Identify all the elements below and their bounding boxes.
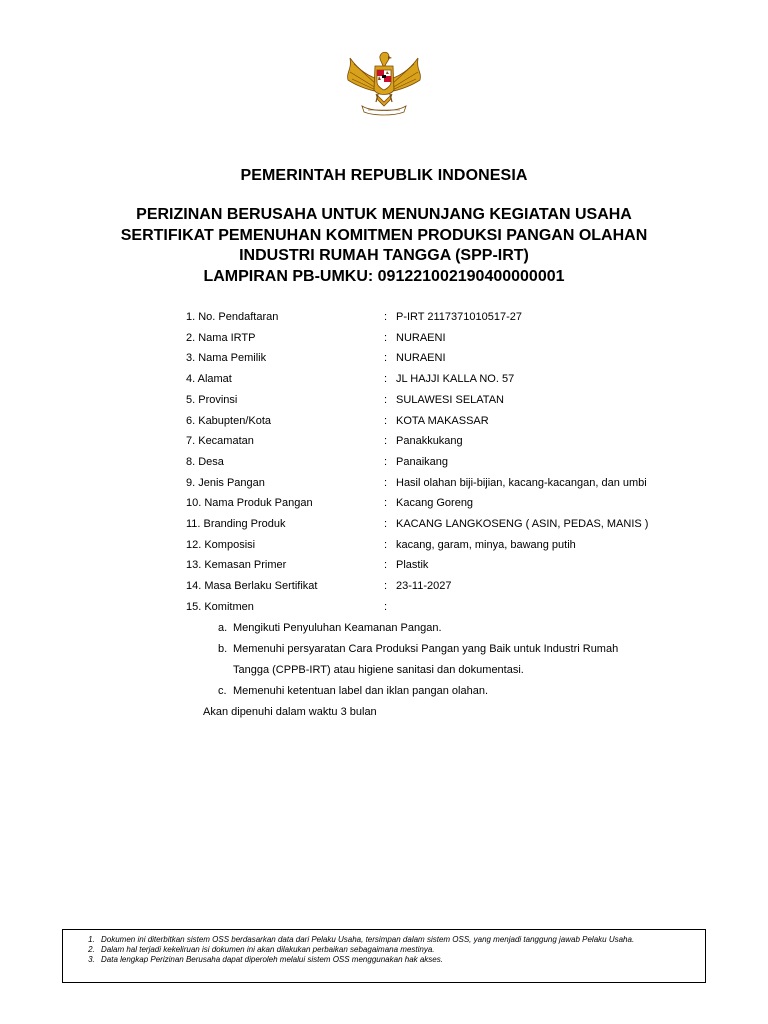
field-label: 1. No. Pendaftaran	[186, 311, 279, 323]
field-row	[186, 373, 706, 389]
field-row	[186, 394, 706, 410]
field-row	[186, 539, 706, 555]
field-row	[186, 580, 706, 596]
field-label: 5. Provinsi	[186, 393, 238, 406]
field-row	[186, 497, 706, 513]
field-colon: :	[384, 600, 388, 613]
field-row	[186, 435, 706, 451]
field-colon: :	[384, 435, 388, 448]
field-row	[186, 332, 706, 348]
title-line: INDUSTRI RUMAH TANGGA (SPP-IRT)	[239, 247, 529, 264]
field-value: KOTA MAKASSAR	[396, 414, 489, 427]
field-label: 14. Masa Berlaku Sertifikat	[186, 580, 318, 593]
field-row	[186, 559, 706, 575]
field-value: SULAWESI SELATAN	[396, 393, 504, 406]
title-line: SERTIFIKAT PEMENUHAN KOMITMEN PRODUKSI PANGAN OLAHAN	[120, 226, 648, 244]
field-label: 8. Desa	[186, 455, 224, 468]
field-label: 13. Kemasan Primer	[186, 559, 287, 572]
field-row	[186, 311, 706, 327]
footer-notes-list	[77, 935, 705, 965]
footer-note: 1. Dokumen ini diterbitkan sistem OSS berdasarkan data dari Pelaku Usaha, tersimpan dalam sistem OSS, yang menjadi tanggung jawab Pelaku Usaha.	[97, 935, 705, 945]
field-label: 7. Kecamatan	[186, 435, 254, 448]
field-row	[186, 601, 706, 617]
field-colon: :	[384, 311, 388, 323]
komitmen-item: Memenuhi persyaratan Cara Produksi Pangan yang Baik untuk Industri Rumah	[233, 643, 619, 655]
field-value: Plastik	[396, 559, 429, 572]
field-colon: :	[384, 455, 388, 468]
field-colon: :	[384, 476, 388, 489]
komitmen-marker: c.	[218, 685, 227, 697]
field-value: JL HAJJI KALLA NO. 57	[396, 373, 515, 386]
field-label: 9. Jenis Pangan	[186, 476, 265, 489]
field-row	[186, 352, 706, 368]
komitmen-item: Memenuhi ketentuan label dan iklan pangan olahan.	[233, 685, 489, 697]
field-label: 15. Komitmen	[186, 600, 254, 613]
field-value: 23-11-2027	[396, 580, 452, 593]
komitmen-marker: a.	[218, 622, 228, 634]
field-row	[186, 415, 706, 431]
field-colon: :	[384, 393, 388, 406]
field-value: NURAENI	[396, 331, 446, 344]
field-row	[186, 477, 706, 493]
field-colon: :	[384, 331, 388, 344]
komitmen-deadline: Akan dipenuhi dalam waktu 3 bulan	[203, 706, 377, 718]
field-colon: :	[384, 580, 388, 593]
field-colon: :	[384, 538, 388, 551]
field-colon: :	[384, 352, 388, 365]
komitmen-item: Mengikuti Penyuluhan Keamanan Pangan.	[233, 622, 442, 634]
field-value: KACANG LANGKOSENG ( ASIN, PEDAS, MANIS )	[396, 518, 649, 530]
footer-notes-box	[62, 929, 706, 983]
field-value: NURAENI	[396, 352, 446, 365]
field-label: 4. Alamat	[186, 373, 232, 386]
garuda-emblem-icon	[342, 50, 426, 116]
footer-note: 2. Dalam hal terjadi kekeliruan isi dokumen ini akan dilakukan perbaikan sebagaimana mestinya.	[97, 945, 705, 955]
field-value: kacang, garam, minya, bawang putih	[396, 538, 576, 551]
field-label: 12. Komposisi	[186, 538, 256, 551]
field-colon: :	[384, 497, 388, 510]
field-value: P-IRT 2117371010517-27	[396, 311, 522, 323]
field-label: 6. Kabupten/Kota	[186, 414, 272, 427]
field-value: Kacang Goreng	[396, 497, 474, 510]
field-label: 10. Nama Produk Pangan	[186, 497, 313, 510]
footer-note: 3. Data lengkap Perizinan Berusaha dapat diperoleh melalui sistem OSS menggunakan hak akses.	[97, 955, 705, 965]
field-colon: :	[384, 414, 388, 427]
field-value: Panakkukang	[396, 435, 463, 448]
field-colon: :	[384, 559, 388, 572]
field-label: 3. Nama Pemilik	[186, 352, 267, 365]
field-label: 11. Branding Produk	[186, 518, 286, 530]
field-row	[186, 456, 706, 472]
field-value: Hasil olahan biji-bijian, kacang-kacangan, dan umbi	[396, 476, 647, 489]
field-value: Panaikang	[396, 455, 448, 468]
government-title: PEMERINTAH REPUBLIK INDONESIA	[240, 167, 528, 184]
field-colon: :	[384, 373, 388, 386]
komitmen-marker: b.	[218, 643, 228, 655]
komitmen-item-continuation: Tangga (CPPB-IRT) atau higiene sanitasi dan dokumentasi.	[233, 664, 524, 676]
field-colon: :	[384, 518, 388, 530]
document-title	[0, 205, 768, 287]
field-row	[186, 518, 706, 534]
title-line: LAMPIRAN PB-UMKU: 091221002190400000001	[203, 267, 565, 285]
field-label: 2. Nama IRTP	[186, 331, 256, 344]
title-line: PERIZINAN BERUSAHA UNTUK MENUNJANG KEGIATAN USAHA	[136, 206, 632, 223]
